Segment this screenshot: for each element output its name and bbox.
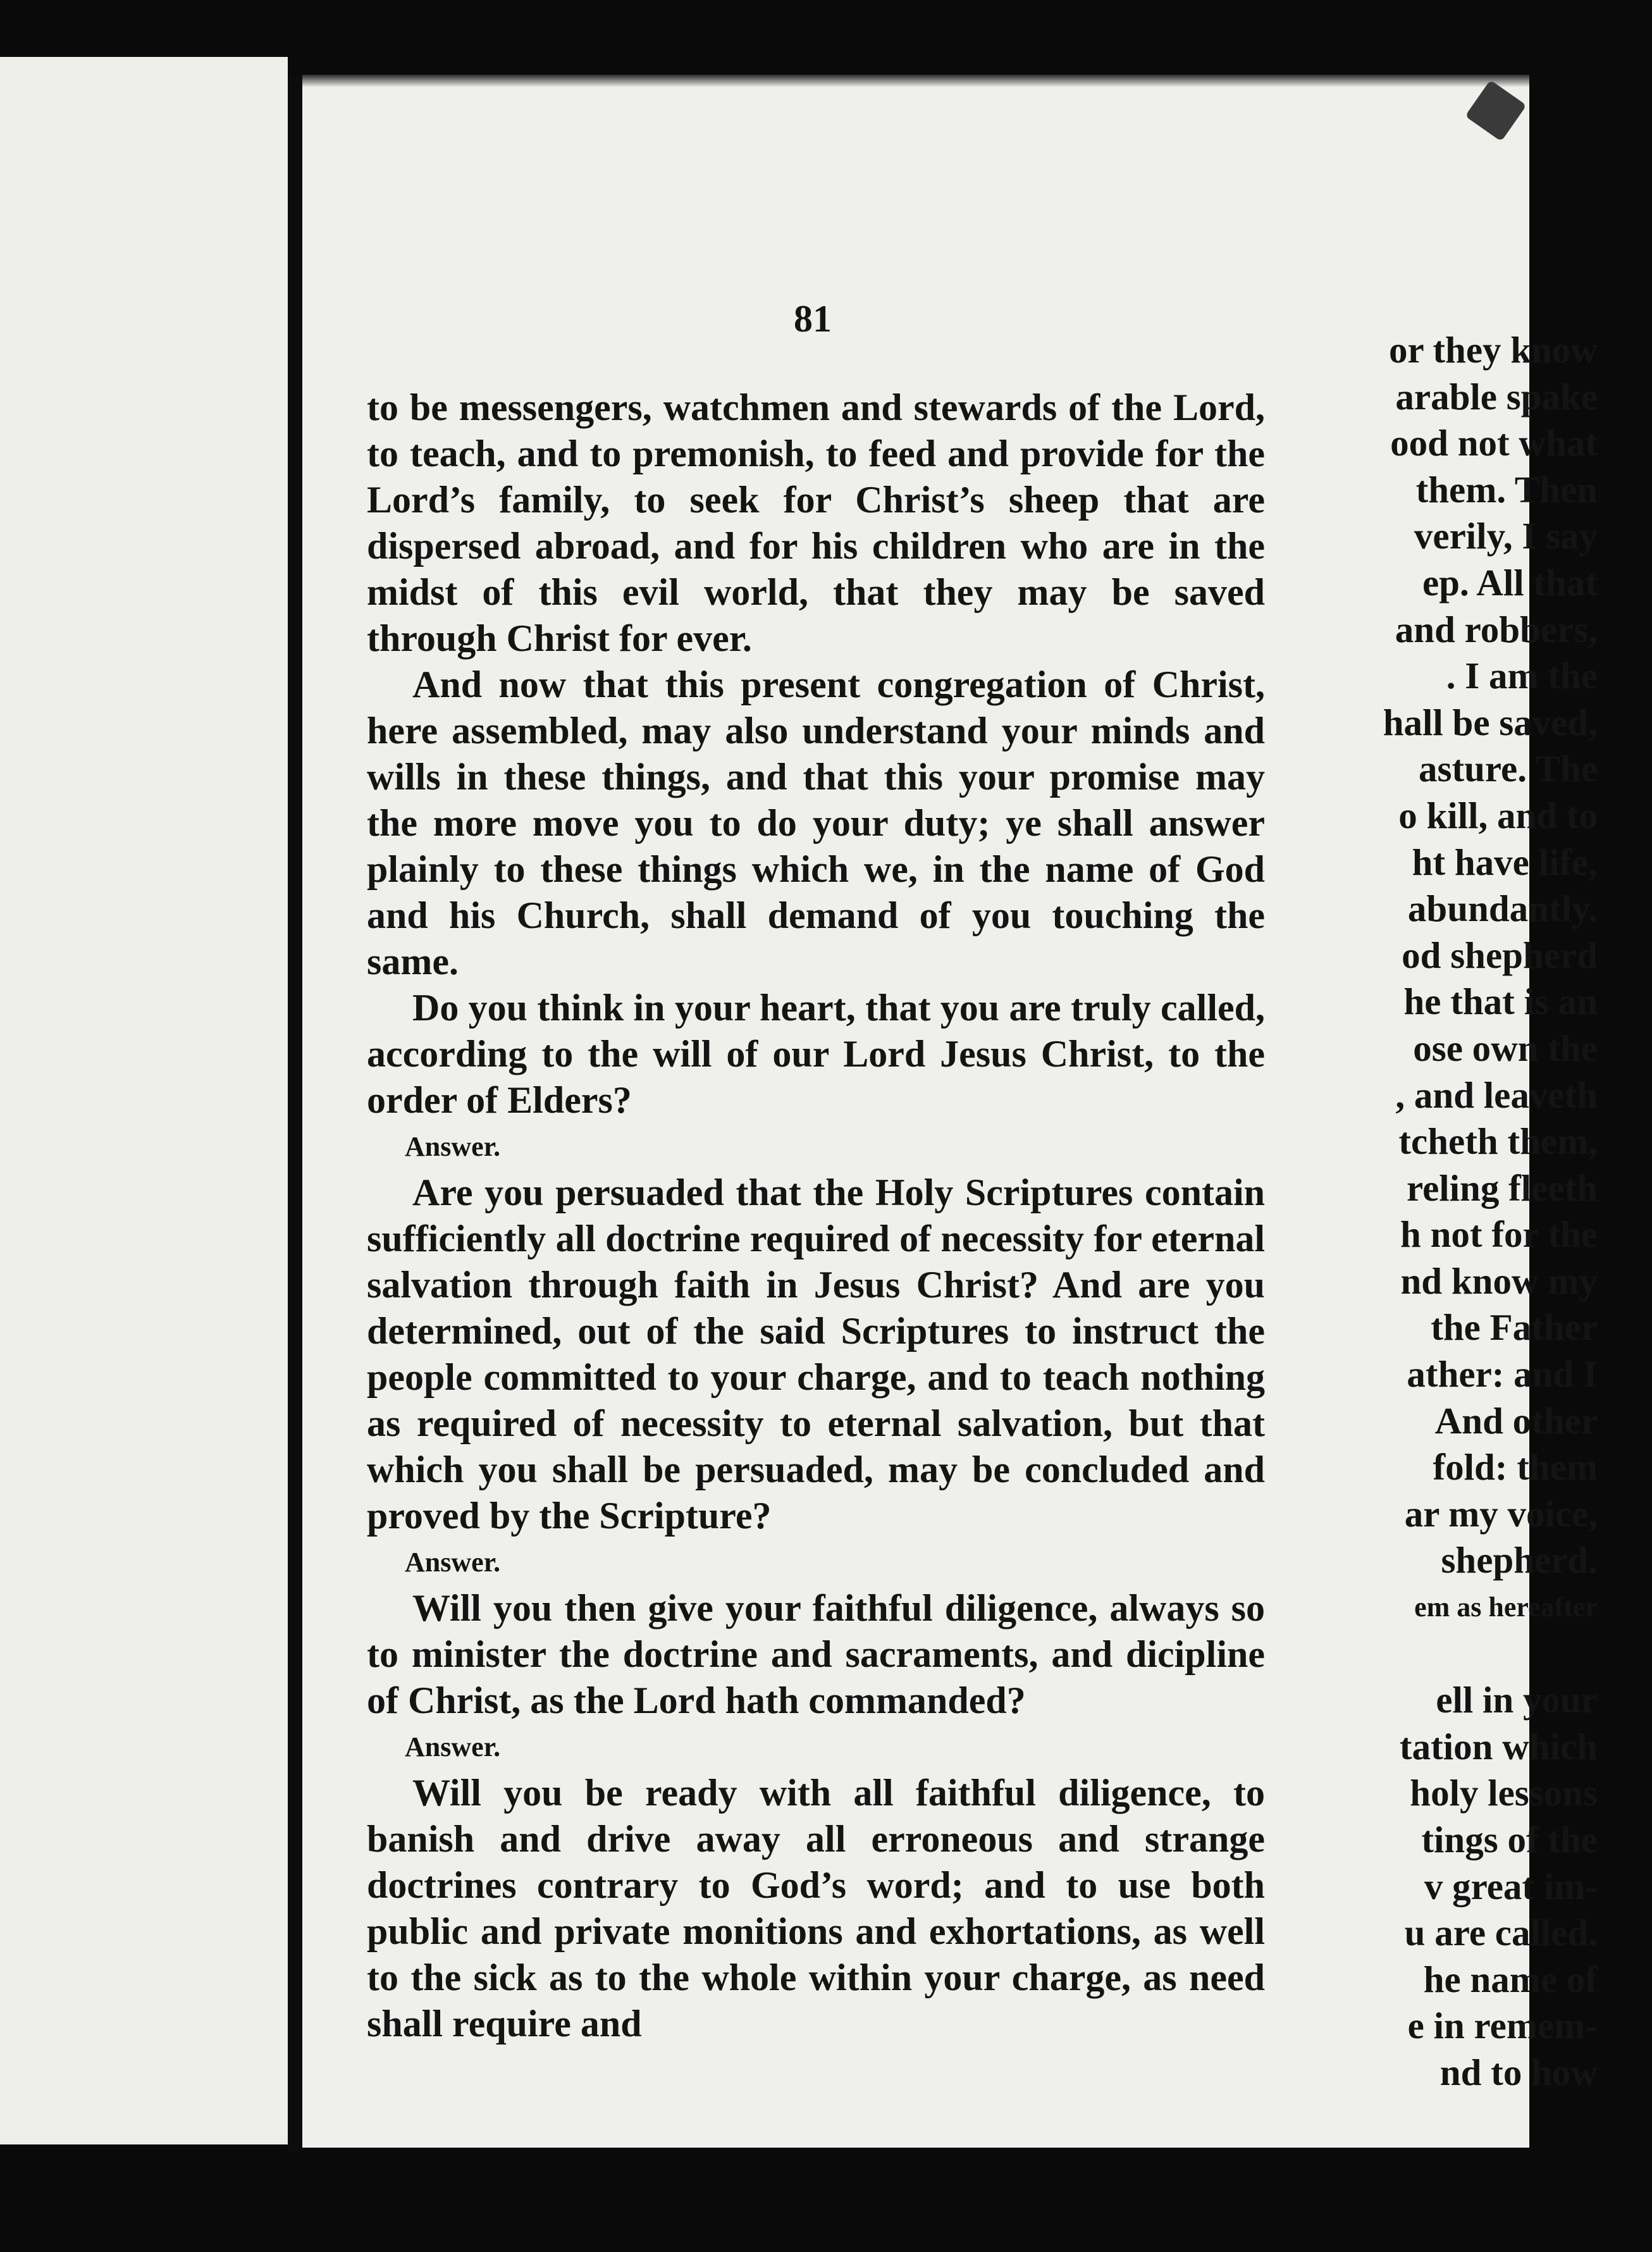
question-scriptures: Are you persuaded that the Holy Scriptures contain sufficiently all doctrine required of necessity for eternal salvation through faith in Jesus Christ? And are you determined, out of the said Scriptures to instruct the people committed to your charge, and to teach nothing as required of necessity to eternal salvation, but that which you shall be persuaded, may be concluded and proved by the Scripture? (367, 1172, 1265, 1537)
left-page-line: ar my voice, (1404, 1492, 1598, 1535)
paragraph-duties: to be messengers, watchmen and stewards of the Lord, to teach, and to premonish, to feed and provide for the Lord’s family, to seek for Christ’s sheep that are dispersed abroad, and for his children who are in the midst of this evil world, that they may be saved through Christ for ever. (367, 387, 1265, 659)
question-doctrines: Will you be ready with all faithful diligence, to banish and drive away all erroneous and strange doctrines contrary to God’s word; and to use both public and private monitions and exhortations, as well to the sick as to the whole within your charge, as need shall require and (367, 1772, 1265, 2045)
left-page-line: verily, I say (1414, 515, 1598, 557)
left-page-line: ht have life, (1412, 841, 1598, 883)
left-page-line: And other (1434, 1399, 1598, 1442)
left-page-line: e in remem- (1407, 2005, 1598, 2047)
left-page-line: em as hereafter (1414, 1592, 1598, 1623)
left-page-line: he name of (1423, 1958, 1598, 2000)
left-page-line: the Father (1431, 1306, 1598, 1349)
left-page (0, 57, 288, 2144)
left-page-line: v great im- (1424, 1865, 1598, 1907)
left-page-line: them. Then (1415, 468, 1598, 510)
left-page-line: tcheth them, (1398, 1120, 1598, 1163)
left-page-line: ose own the (1413, 1027, 1598, 1069)
left-page-line: ep. All that (1422, 561, 1598, 603)
left-page-line: tation which (1399, 1725, 1598, 1767)
left-page-line: or they know (1388, 329, 1598, 371)
left-page-line: shepherd. (1441, 1539, 1598, 1581)
question-calling: Do you think in your heart, that you are truly called, according to the will of our Lord Jesus Christ, to the order of Elders? (367, 987, 1265, 1121)
left-page-line: nd know my (1400, 1259, 1598, 1302)
left-page-line: nd to how (1439, 2051, 1598, 2093)
left-page-line: fold: them (1433, 1446, 1598, 1488)
left-page-line: hall be saved, (1383, 701, 1598, 743)
left-page-line: tings of the (1421, 1819, 1598, 1860)
left-page-line: od shepherd (1402, 934, 1598, 976)
left-page-line: asture. The (1418, 748, 1598, 790)
left-page-line: abundantly. (1407, 888, 1598, 930)
left-page-line: ood not what (1390, 422, 1598, 464)
page-top-edge (302, 75, 1529, 87)
page-number: 81 (794, 298, 832, 340)
left-page-line: ell in your (1436, 1679, 1598, 1721)
answer-label: Answer. (405, 1131, 501, 1162)
left-page-line: ather: and I (1407, 1353, 1598, 1395)
question-diligence: Will you then give your faithful diligence, always so to minister the doctrine and sacraments, and dicipline of Christ, as the Lord hath commanded? (367, 1587, 1265, 1721)
left-page-line: arable spake (1395, 375, 1598, 418)
left-page-line: , and leaveth (1395, 1073, 1598, 1116)
answer-label: Answer. (405, 1547, 501, 1578)
left-page-line: . I am the (1446, 655, 1598, 697)
left-page-line: h not for the (1400, 1213, 1598, 1256)
left-page-line: holy lessons (1410, 1772, 1598, 1814)
left-page-line: and robbers, (1395, 608, 1598, 650)
left-page-line: o kill, and to (1398, 794, 1598, 836)
left-page-line: reling fleeth (1406, 1166, 1598, 1209)
paragraph-congregation: And now that this present congregation of Christ, here assembled, may also understand your minds and wills in these things, and that this your promise may the more move you to do your duty; ye shall answer plainly to these things which we, in the name of God and his Church, shall demand of you touching the same. (367, 664, 1265, 982)
answer-label: Answer. (405, 1731, 501, 1762)
right-page-text (367, 385, 1265, 2047)
left-page-line: u are called. (1404, 1912, 1598, 1954)
left-page-line: he that is an (1403, 981, 1598, 1023)
